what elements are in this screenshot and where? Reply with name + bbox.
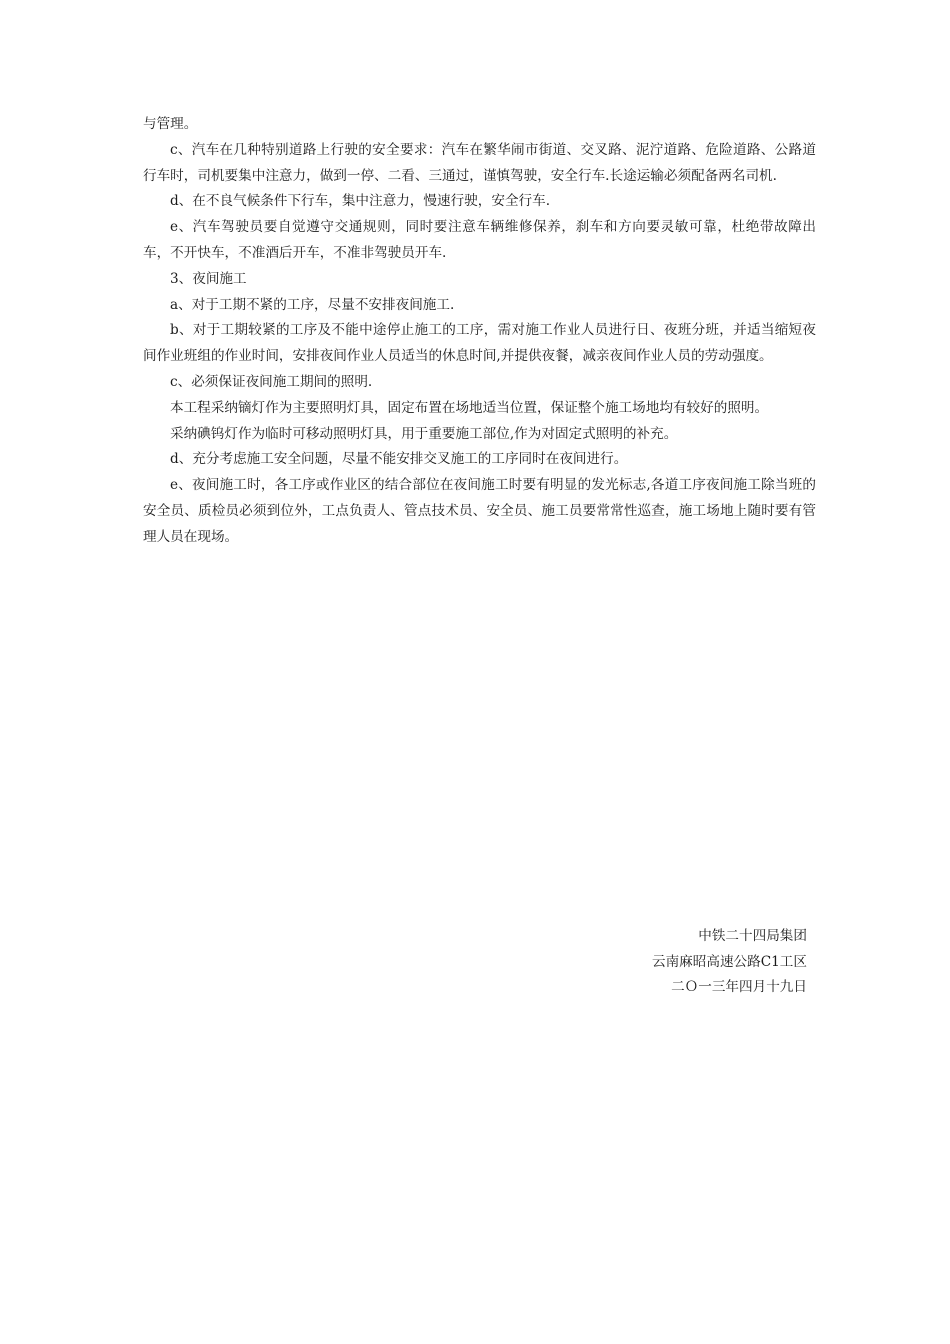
paragraph-special-roads: c、汽车在几种特别道路上行驶的安全要求：汽车在繁华闹市街道、交叉路、泥泞道路、危险道路、公路道行车时，司机要集中注意力，做到一停、二看、三通过，谨慎驾驶，安全行车.长途运输必须配备两名司机. — [143, 141, 816, 184]
document-body — [143, 112, 816, 551]
paragraph-driver-rules: e、汽车驾驶员要自觉遵守交通规则，同时要注意车辆维修保养，刹车和方向要灵敏可靠，杜绝带故障出车，不开快车，不准酒后开车，不准非驾驶员开车. — [143, 219, 816, 261]
signature-date: 二Ｏ一三年四月十九日 — [671, 979, 807, 996]
paragraph-continuation: 与管理。 — [143, 116, 198, 132]
signature-project: 云南麻昭高速公路C1工区 — [652, 953, 807, 970]
paragraph-night-e: e、夜间施工时，各工序或作业区的结合部位在夜间施工时要有明显的发光标志,各道工序夜间施工除当班的安全员、质检员必须到位外，工点负责人、管点技术员、安全员、施工员要常常性巡查，施工场地上随时要有管理人员在现场。 — [143, 477, 816, 545]
paragraph-night-b: b、对于工期较紧的工序及不能中途停止施工的工序，需对施工作业人员进行日、夜班分班，并适当缩短夜间作业班组的作业时间，安排夜间作业人员适当的休息时间,并提供夜餐，减亲夜间作业人员的劳动强度。 — [143, 322, 816, 365]
paragraph-mobile-lighting: 采纳碘钨灯作为临时可移动照明灯具，用于重要施工部位,作为对固定式照明的补充。 — [170, 425, 678, 442]
section-heading-night-work: 3、夜间施工 — [170, 270, 247, 287]
paragraph-night-c: c、必须保证夜间施工期间的照明. — [170, 373, 373, 390]
paragraph-night-d: d、充分考虑施工安全问题，尽量不能安排交叉施工的工序同时在夜间进行。 — [170, 451, 628, 468]
paragraph-main-lighting: 本工程采纳镝灯作为主要照明灯具，固定布置在场地适当位置，保证整个施工场地均有较好的照明。 — [170, 399, 769, 416]
paragraph-bad-weather: d、在不良气候条件下行车，集中注意力，慢速行驶，安全行车. — [170, 193, 551, 210]
signature-organization: 中铁二十四局集团 — [698, 928, 807, 944]
paragraph-night-a: a、对于工期不紧的工序，尽量不安排夜间施工. — [170, 296, 455, 313]
signature-block — [652, 924, 807, 1001]
